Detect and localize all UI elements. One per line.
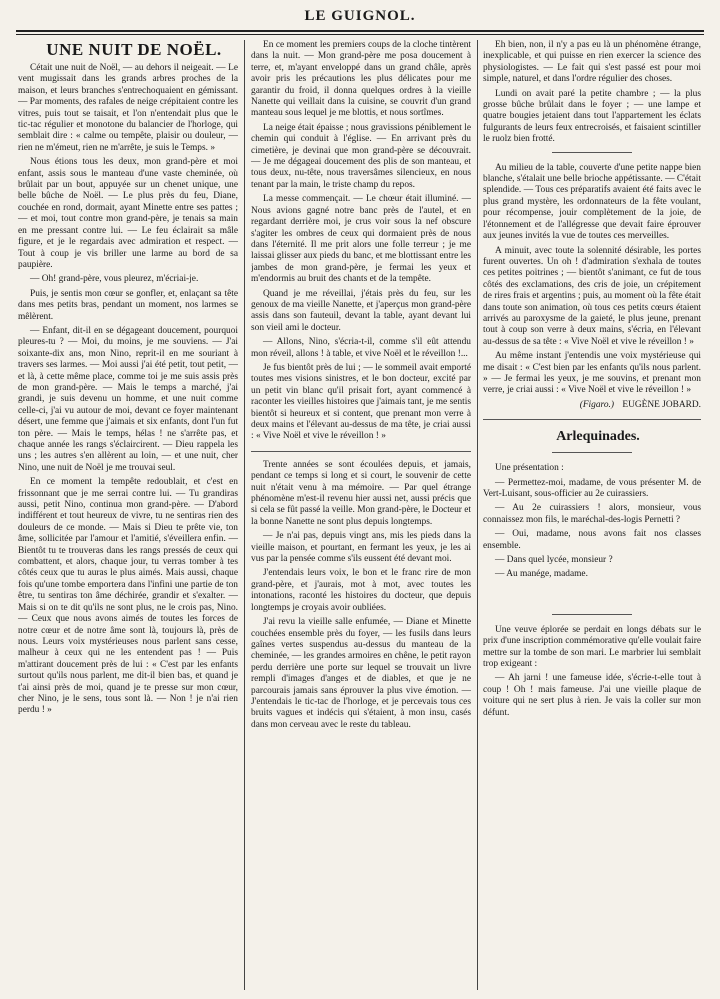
- column-divider: [477, 40, 478, 990]
- masthead: [0, 0, 720, 34]
- article-author: EUGÈNE JOBARD.: [622, 399, 701, 410]
- article-paragraph: La messe commençait. — Le chœur était illuminé. — Nous avions gagné notre banc près de l'autel, et en regardant derrière moi, je crus voir sous la nef obscure s'agiter les ombres de ceux qui dormaient près de nous dans l'éternité. Il me prit alors une folle terreur ; je me laissai glisser aux pieds du banc, et me blottissant entre les jambes de mon grand-père, je fermai les yeux et m'endormis au bruit des chants et de la tempête.: [251, 194, 471, 285]
- article-paragraph: En ce moment les premiers coups de la cloche tintèrent dans la nuit. — Mon grand-père me posa doucement à terre, et, m'ayant enveloppé dans un grand châle, après avoir pris les précautions les plus délicates pour me garantir du froid, il donna quelques ordres à la vieille Nanette qui veillait dans la cuisine, se couvrit d'un grand manteau sous lequel je me blottis, et nous sortîmes.: [251, 40, 471, 119]
- article-paragraph: — Oh! grand-père, vous pleurez, m'écriai-je.: [30, 274, 199, 285]
- article-paragraph: — Je n'ai pas, depuis vingt ans, mis les pieds dans la vieille maison, et pourtant, en fermant les yeux, je les ai vus par la pensée comme s'ils eussent été devant moi.: [251, 531, 471, 565]
- section-rule: [251, 451, 471, 452]
- separator-rule: [552, 614, 632, 615]
- separator-rule: [552, 152, 632, 153]
- article-paragraph: La neige était épaisse ; nous gravissions péniblement le chemin qui conduit à l'église. — En arrivant près du cimetière, je devinai que mon grand-père se découvrait. — Je me dégageai doucement des plis de son manteau, et tous deux, nu-tête, nous traversâmes silencieux, en nous tenant par la main, le triste champ du repos.: [251, 122, 471, 190]
- article-title: UNE NUIT DE NOËL.: [46, 40, 222, 59]
- separator-rule: [552, 452, 632, 453]
- article-paragraph: A minuit, avec toute la solennité désirable, les portes furent ouvertes. Un oh ! d'admiration s'exhala de toutes ces petites poitrines ; — bientôt s'animant, ce fut de tous côtés des exclamations, des cris de joie, un crépitement de rires frais et argentins ; puis, au moment où la fête était dans toute son animation, où tous ces petits cœurs étaient arrivés au paroxysme de la gaieté, le plus jeune, prenant tout à coup son verre à deux mains, s'écria, en l'élevant au-dessus de sa tête : « Vive Noël et vive le réveillon ! »: [483, 245, 701, 347]
- column-3: [483, 40, 701, 990]
- article-paragraph: Quand je me réveillai, j'étais près du feu, sur les genoux de ma vieille Nanette, et j'aperçus mon grand-père assis dans son fauteuil, devant la table, ayant devant lui son vieil ami le docteur.: [251, 288, 471, 333]
- spacer: [483, 584, 701, 608]
- joke-paragraph: — Au 2e cuirassiers ! alors, monsieur, vous connaissez mon fils, le maréchal-des-logis Pernetti ?: [483, 503, 701, 525]
- column-divider: [244, 40, 245, 990]
- article-paragraph: J'entendais leurs voix, le bon et le franc rire de mon grand-père, et j'aurais, mot à mot, avec toutes les intonations, raconté les histoires du docteur, que depuis longtemps je croyais avoir oubliées.: [251, 568, 471, 613]
- column-1: [18, 40, 238, 990]
- masthead-rule: [16, 30, 704, 32]
- article-paragraph: Au même instant j'entendis une voix mystérieuse qui me disait : « C'est bien par les enfants qu'ils nous parlent. » — Je fermai les yeux, je me souvins, et prenant mon verre, je criai aussi : « Vive Noël et vive le réveillon ! »: [483, 351, 701, 396]
- section-rule: [483, 419, 701, 420]
- joke-paragraph: — Dans quel lycée, monsieur ?: [495, 555, 613, 566]
- section-title-arlequinades: Arlequinades.: [556, 429, 640, 445]
- joke-paragraph: — Oui, madame, nous avons fait nos classes ensemble.: [483, 529, 701, 551]
- article-paragraph: En ce moment la tempête redoublait, et c'est en frissonnant que je me serrai contre lui. — Tu grandiras aussi, petit Nino, continua mon grand-père. — D'abord indifférent et tout heureux de vivre, tu ne sentiras rien des douleurs de ce monde. — Mais si Dieu te prête vie, ton âme, sollicitée par l'amour et l'amitié, s'éveillera enfin. — Bientôt tu te trouveras dans les rangs pressés de ceux qui combattent, et alors, chaque jour, tu verras tomber à tes côtés ceux que tu auras le plus aimés. Mais aussi, chaque fois qu'une tombe emportera dans l'infini une partie de ton être, tu sentiras ton âme déchirée, grandir et s'exalter. — Mais si on te dit qu'ils ne sont plus, ne le crois pas, Nino. — Ceux que nous avons aimés de toutes les forces de notre cœur et de notre âme sont là, toujours là, près de nous. Leurs voix mystérieuses nous parlent sans cesse, malheur à ceux qui ne les entendent pas ! — Puis m'attirant doucement près de lui : « C'est par les enfants surtout qu'ils nous parlent, me dit-il bien bas, et quand je t'ai ainsi près de moi, quand je te presse sur mon cœur, cher Nino, je le sens, tous sont là. — Non ! je n'ai rien perdu ! »: [18, 477, 238, 716]
- article-paragraph: Trente années se sont écoulées depuis, et jamais, pendant ce temps si long et si court, le souvenir de cette nuit n'était venu à ma mémoire. — Par quel étrange phénomène m'est-il revenu hier aussi net, aussi précis que si cela se fût passé la veille. Mon grand-père, le Docteur et la bonne Nanette ne sont plus depuis longtemps.: [251, 459, 471, 527]
- article-source: (Figaro.): [579, 399, 614, 410]
- joke-paragraph: — Permettez-moi, madame, de vous présenter M. de Vert-Luisant, sous-officier au 2e cuirassiers.: [483, 477, 701, 499]
- joke-paragraph: Une présentation :: [495, 463, 564, 474]
- joke-paragraph: — Ah jarni ! une fameuse idée, s'écrie-t-elle tout à coup ! Oh ! mais fameuse. J'ai une vieille plaque de voiture qui ne sert plus à rien. Je vais la coller sur mon défunt.: [483, 673, 701, 718]
- joke-paragraph: — Au manége, madame.: [495, 569, 588, 580]
- article-paragraph: — Enfant, dit-il en se dégageant doucement, pourquoi pleures-tu ? — Moi, du moins, je me souviens. — J'ai soixante-dix ans, mon Nino, reprit-il en me souriant à travers ses larmes. — Moi aussi j'ai été petit, tout petit, — et là, à cette même place, comme toi je me suis assis près de mon grand-père. — Mais le temps a marché, j'ai grandi, je suis devenu un homme, et une nuit comme celle-ci, j'ai vu autour de moi, devant ce foyer maintenant désert, une femme que j'aimais et six enfants, dont l'un fut ton père. — Mais le temps, hélas ! ne s'arrête pas, et chaque année les rangs s'éclaircirent. — Dieu rappela les uns ; les autres s'en allèrent au loin, — et une nuit, cher Nino, une nuit de Noël je me trouvai seul.: [18, 325, 238, 473]
- column-2: [251, 40, 471, 990]
- article-paragraph: — Allons, Nino, s'écria-t-il, comme s'il eût attendu mon réveil, allons ! à table, et vive Noël et le réveillon !...: [251, 337, 471, 359]
- article-signature: [483, 400, 701, 411]
- article-paragraph: Nous étions tous les deux, mon grand-père et moi enfant, assis sous le manteau d'une vaste cheminée, où brûlait par un bout, appuyée sur un chenet unique, une belle bûche de Noël. — Le plus près du feu, Diane, couchée en rond, dormait, ayant Minette entre ses pattes ; — et moi, tout contre mon grand-père, je tenais sa main en me pressant contre lui. — Le feu éclairait sa mâle figure, et je le regardais avec admiration et respect. — Tout à coup je vis briller une larme au bord de sa paupière.: [18, 157, 238, 270]
- masthead-rule: [16, 34, 704, 35]
- article-paragraph: Eh bien, non, il n'y a pas eu là un phénomène étrange, inexplicable, et qui puisse en rien exercer la science des physiologistes. — Le fait qui s'est passé est pour moi simple, naturel, et dans l'ordre régulier des choses.: [483, 40, 701, 85]
- article-paragraph: J'ai revu la vieille salle enfumée, — Diane et Minette couchées ensemble près du foyer, — les fusils dans leurs gaînes vertes suspendus au-dessus du manteau de la cheminée, — les grandes armoires en chêne, le petit rayon perdu derrière une porte sur lequel se trouvait un livre rempli d'images d'anges et de diables, et que je ne parcourais jamais sans éprouver la plus vive émotion. — J'entendais le tic-tac de l'horloge, et je percevais tous ces bruits vagues et indécis qui s'étaient, à mon insu, casés dans mon cerveau avec le reste du tableau.: [251, 617, 471, 730]
- article-paragraph: Au milieu de la table, couverte d'une petite nappe bien blanche, s'étalait une belle brioche appétissante. — C'était splendide. — Tous ces préparatifs avaient été faits avec le plus grand mystère, les ordonnateurs de la fête voulant, pour récompense, jouir complètement de la joie, de l'étonnement et de l'allégresse que devait faire éprouver aux jeunes invités la vue de toutes ces merveilles.: [483, 162, 701, 242]
- joke-paragraph: Une veuve éplorée se perdait en longs débats sur le prix d'une inscription commémorative qu'elle voulait faire mettre sur la tombe de son mari. Le marbrier lui semblait trop exigeant :: [483, 624, 701, 670]
- article-paragraph: Puis, je sentis mon cœur se gonfler, et, enlaçant sa tête dans mes petits bras, pendant un moment, nos larmes se mêlèrent.: [18, 288, 238, 322]
- article-paragraph: Je fus bientôt près de lui ; — le sommeil avait emporté toutes mes visions sinistres, et le bon docteur, excité par un petit vin blanc qu'il prisait fort, ayant commencé à raconter les vieilles histoires que j'aimais tant, je me sentis bientôt si heureux et si content, que prenant mon verre à deux mains et l'élevant au-dessus de ma tête, je criai aussi : « Vive Noël et vive le réveillon ! »: [251, 362, 471, 442]
- newspaper-title: LE GUIGNOL.: [304, 8, 416, 24]
- article-paragraph: Cétait une nuit de Noël, — au dehors il neigeait. — Le vent mugissait dans les grands arbres proches de la maison, et leurs branches s'entrechoquaient en gémissant. — Par moments, des rafales de neige crépitaient contre les vitres, puis tout se taisait, et l'on n'entendait plus que le tic-tac régulier et monotone du balancier de l'horloge, qui semblait dire : « calme ou tempête, plaisir ou douleur, — rien ne m'émeut, rien ne m'arrête, je suis le Temps. »: [18, 63, 238, 153]
- article-paragraph: Lundi on avait paré la petite chambre ; — la plus grosse bûche brûlait dans le foyer ; — une lampe et quatre bougies jetaient dans tout l'appartement les éclats fulgurants de leurs feux entrecroisés, et faisaient scintiller le ruolz bien frotté.: [483, 88, 701, 145]
